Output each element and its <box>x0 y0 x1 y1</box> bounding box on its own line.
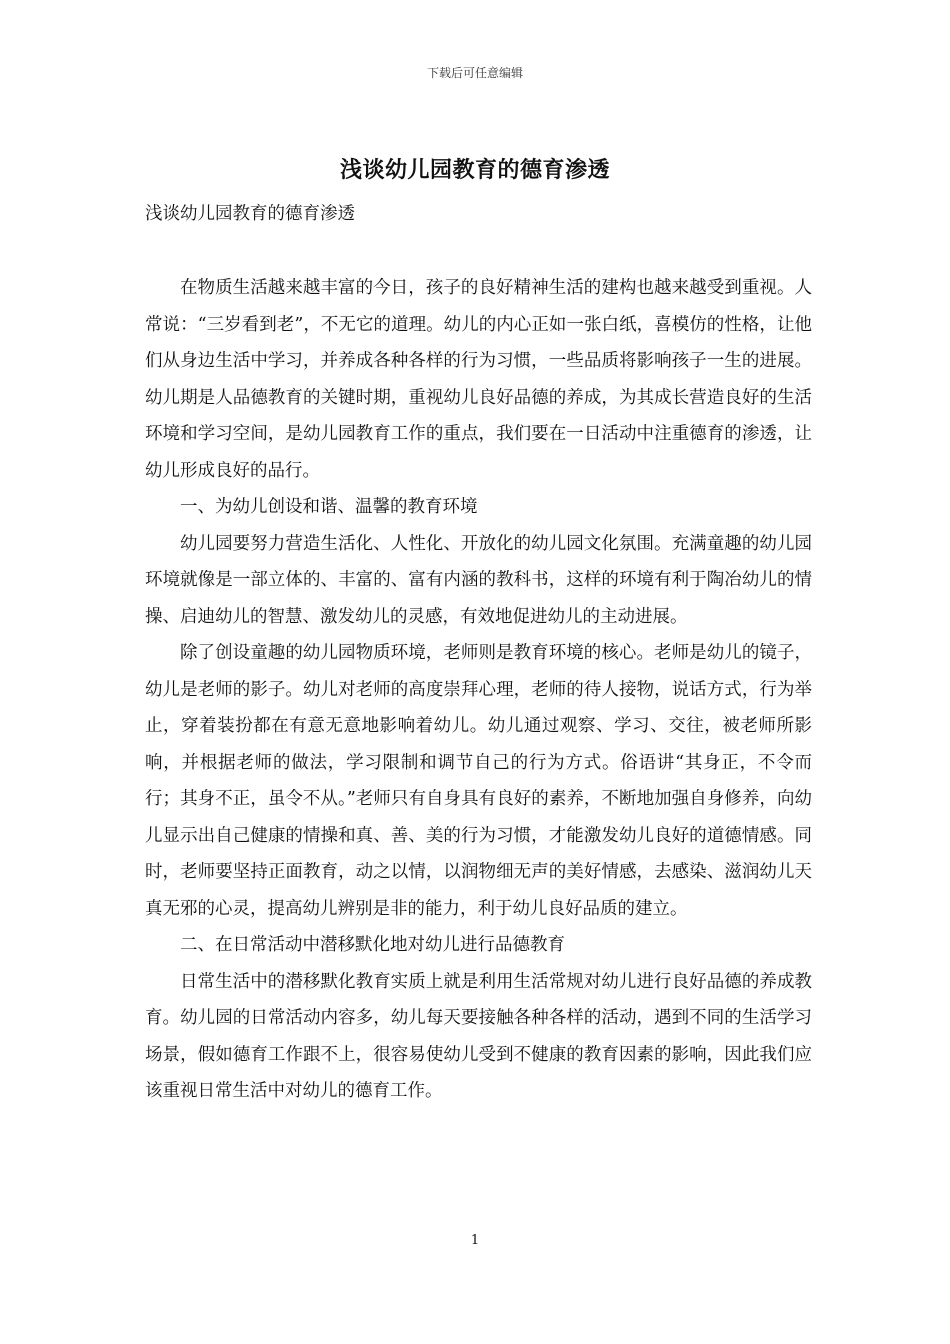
paragraph-intro: 在物质生活越来越丰富的今日，孩子的良好精神生活的建构也越来越受到重视。人常说：“三岁看到老”，不无它的道理。幼儿的内心正如一张白纸，喜模仿的性格，让他们从身边生活中学习，并养成各种各样的行为习惯，一些品质将影响孩子一生的进展。幼儿期是人品德教育的关键时期，重视幼儿良好品德的养成，为其成长营造良好的生活环境和学习空间，是幼儿园教育工作的重点，我们要在一日活动中注重德育的渗透，让幼儿形成良好的品行。 <box>145 278 812 481</box>
section-heading-2: 二、在日常活动中潜移默化地对幼儿进行品德教育 <box>180 935 565 955</box>
paragraph-teacher: 除了创设童趣的幼儿园物质环境，老师则是教育环境的核心。老师是幼儿的镜子，幼儿是老师的影子。幼儿对老师的高度崇拜心理，老师的待人接物，说话方式，行为举止，穿着装扮都在有意无意地影响着幼儿。幼儿通过观察、学习、交往，被老师所影响，并根据老师的做法，学习限制和调节自己的行为方式。俗语讲“其身正，不令而行；其身不正，虽令不从。”老师只有自身具有良好的素养，不断地加强自身修养，向幼儿显示出自己健康的情操和真、善、美的行为习惯，才能激发幼儿良好的道德情感。同时，老师要坚持正面教育，动之以情，以润物细无声的美好情感，去感染、滋润幼儿天真无邪的心灵，提高幼儿辨别是非的能力，利于幼儿良好品质的建立。 <box>145 643 812 919</box>
page-number: 1 <box>470 1233 480 1248</box>
paragraph-environment: 幼儿园要努力营造生活化、人性化、开放化的幼儿园文化氛围。充满童趣的幼儿园环境就像是一部立体的、丰富的、富有内涵的教科书，这样的环境有利于陶冶幼儿的情操、启迪幼儿的智慧、激发幼儿的灵感，有效地促进幼儿的主动进展。 <box>145 533 812 627</box>
document-body <box>145 270 812 1110</box>
section-heading-1: 一、为幼儿创设和谐、温馨的教育环境 <box>180 497 478 517</box>
document-title: 浅谈幼儿园教育的德育渗透 <box>339 157 610 183</box>
document-subtitle: 浅谈幼儿园教育的德育渗透 <box>145 204 355 224</box>
paragraph-daily-life: 日常生活中的潜移默化教育实质上就是利用生活常规对幼儿进行良好品德的养成教育。幼儿园的日常活动内容多，幼儿每天要接触各种各样的活动，遇到不同的生活学习场景，假如德育工作跟不上，很容易使幼儿受到不健康的教育因素的影响，因此我们应该重视日常生活中对幼儿的德育工作。 <box>145 971 812 1101</box>
header-note: 下载后可任意编辑 <box>426 66 523 80</box>
